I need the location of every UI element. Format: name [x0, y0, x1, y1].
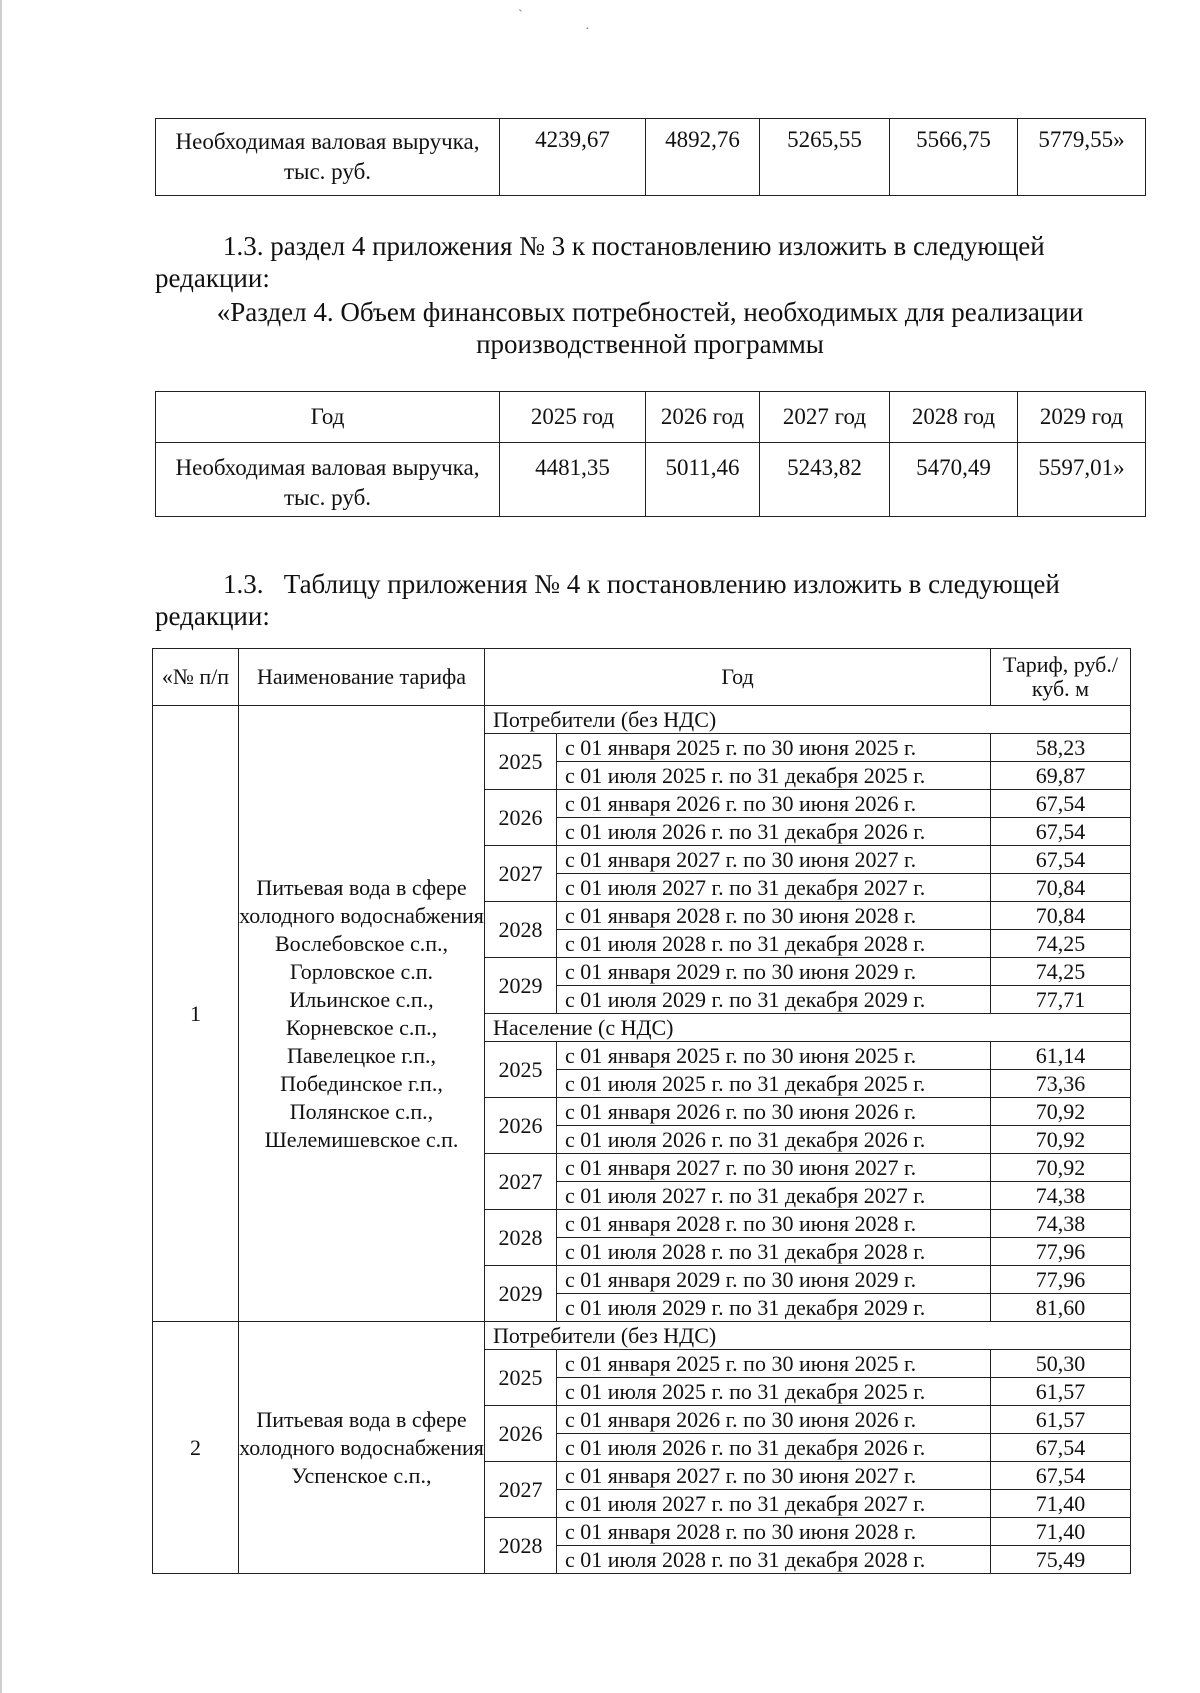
- finance-year: 2025 год: [500, 392, 646, 443]
- finance-year: 2028 год: [890, 392, 1018, 443]
- year-cell: 2025: [485, 1042, 557, 1098]
- tariff-value: 75,49: [991, 1546, 1131, 1574]
- finance-year: 2026 год: [646, 392, 760, 443]
- tariff-value: 77,71: [991, 986, 1131, 1014]
- tariff-value: 70,92: [991, 1098, 1131, 1126]
- period-label: с 01 января 2029 г. по 30 июня 2029 г.: [557, 1266, 991, 1294]
- period-label: с 01 января 2028 г. по 30 июня 2028 г.: [557, 902, 991, 930]
- consumer-group: Потребители (без НДС): [485, 706, 1131, 734]
- revenue-value: 4239,67: [500, 119, 646, 196]
- period-label: с 01 июля 2027 г. по 31 декабря 2027 г.: [557, 874, 991, 902]
- tariff-value: 71,40: [991, 1518, 1131, 1546]
- period-label: с 01 июля 2028 г. по 31 декабря 2028 г.: [557, 1238, 991, 1266]
- tariff-value: 67,54: [991, 790, 1131, 818]
- period-label: с 01 января 2026 г. по 30 июня 2026 г.: [557, 1098, 991, 1126]
- table-row: [153, 706, 1131, 734]
- year-cell: 2028: [485, 902, 557, 958]
- finance-value: 5597,01»: [1018, 443, 1146, 517]
- period-label: с 01 января 2029 г. по 30 июня 2029 г.: [557, 958, 991, 986]
- tariff-value: 81,60: [991, 1294, 1131, 1322]
- tariff-value: 61,14: [991, 1042, 1131, 1070]
- tariff-value: 71,40: [991, 1490, 1131, 1518]
- tariff-value: 50,30: [991, 1350, 1131, 1378]
- tariff-value: 67,54: [991, 846, 1131, 874]
- year-cell: 2027: [485, 1462, 557, 1518]
- tariff-value: 77,96: [991, 1266, 1131, 1294]
- scan-speck: `: [518, 8, 523, 23]
- year-cell: 2028: [485, 1210, 557, 1266]
- period-label: с 01 января 2026 г. по 30 июня 2026 г.: [557, 1406, 991, 1434]
- year-cell: 2027: [485, 846, 557, 902]
- finance-year: 2029 год: [1018, 392, 1146, 443]
- section-title-line: производственной программы: [476, 329, 824, 359]
- scan-speck: ·: [585, 22, 590, 37]
- finance-table: [155, 391, 1146, 517]
- tariff-name: Питьевая вода в сфере холодного водоснабжения Успенское с.п.,: [239, 1322, 485, 1574]
- tariff-value: 69,87: [991, 762, 1131, 790]
- header-tariff: Тариф, руб./куб. м: [991, 649, 1131, 706]
- paragraph-line: редакции:: [155, 601, 270, 631]
- tariff-value: 74,38: [991, 1182, 1131, 1210]
- row-number: 2: [153, 1322, 239, 1574]
- year-cell: 2027: [485, 1154, 557, 1210]
- tariff-value: 77,96: [991, 1238, 1131, 1266]
- tariff-value: 74,25: [991, 930, 1131, 958]
- tariff-value: 61,57: [991, 1378, 1131, 1406]
- revenue-value: 5779,55»: [1018, 119, 1146, 196]
- paragraph-line: 1.3. Таблицу приложения № 4 к постановлению изложить в следующей: [223, 569, 1060, 599]
- period-label: с 01 января 2025 г. по 30 июня 2025 г.: [557, 734, 991, 762]
- finance-value: 5470,49: [890, 443, 1018, 517]
- period-label: с 01 июля 2028 г. по 31 декабря 2028 г.: [557, 930, 991, 958]
- period-label: с 01 января 2027 г. по 30 июня 2027 г.: [557, 1462, 991, 1490]
- period-label: с 01 июля 2026 г. по 31 декабря 2026 г.: [557, 1434, 991, 1462]
- tariff-value: 70,92: [991, 1154, 1131, 1182]
- period-label: с 01 июля 2025 г. по 31 декабря 2025 г.: [557, 762, 991, 790]
- period-label: с 01 января 2027 г. по 30 июня 2027 г.: [557, 846, 991, 874]
- scan-edge: [0, 0, 2, 1693]
- section-title-line: «Раздел 4. Объем финансовых потребностей, необходимых для реализации: [216, 297, 1084, 327]
- period-label: с 01 июля 2027 г. по 31 декабря 2027 г.: [557, 1182, 991, 1210]
- year-cell: 2025: [485, 1350, 557, 1406]
- tariff-value: 70,92: [991, 1126, 1131, 1154]
- finance-year: 2027 год: [760, 392, 890, 443]
- period-label: с 01 июля 2025 г. по 31 декабря 2025 г.: [557, 1378, 991, 1406]
- section-title: [155, 296, 1145, 360]
- tariff-value: 67,54: [991, 818, 1131, 846]
- year-cell: 2029: [485, 958, 557, 1014]
- consumer-group: Население (с НДС): [485, 1014, 1131, 1042]
- period-label: с 01 июля 2028 г. по 31 декабря 2028 г.: [557, 1546, 991, 1574]
- table-row: [153, 1322, 1131, 1350]
- period-label: с 01 июля 2026 г. по 31 декабря 2026 г.: [557, 1126, 991, 1154]
- revenue-table-previous: [155, 118, 1146, 196]
- period-label: с 01 января 2028 г. по 30 июня 2028 г.: [557, 1518, 991, 1546]
- period-label: с 01 января 2026 г. по 30 июня 2026 г.: [557, 790, 991, 818]
- tariff-table: [152, 648, 1131, 1574]
- finance-value: 4481,35: [500, 443, 646, 517]
- year-cell: 2026: [485, 790, 557, 846]
- period-label: с 01 июля 2027 г. по 31 декабря 2027 г.: [557, 1490, 991, 1518]
- paragraph-1-3-appendix4: [155, 568, 1145, 632]
- year-cell: 2028: [485, 1518, 557, 1574]
- period-label: с 01 января 2025 г. по 30 июня 2025 г.: [557, 1042, 991, 1070]
- period-label: с 01 января 2028 г. по 30 июня 2028 г.: [557, 1210, 991, 1238]
- tariff-value: 70,84: [991, 902, 1131, 930]
- year-cell: 2029: [485, 1266, 557, 1322]
- year-cell: 2026: [485, 1406, 557, 1462]
- tariff-value: 67,54: [991, 1434, 1131, 1462]
- tariff-value: 67,54: [991, 1462, 1131, 1490]
- finance-col-header: Год: [156, 392, 500, 443]
- revenue-value: 5265,55: [760, 119, 890, 196]
- revenue-value: 5566,75: [890, 119, 1018, 196]
- revenue-value: 4892,76: [646, 119, 760, 196]
- header-name: Наименование тарифа: [239, 649, 485, 706]
- paragraph-1-3-section4: [155, 230, 1145, 294]
- tariff-value: 70,84: [991, 874, 1131, 902]
- tariff-value: 74,25: [991, 958, 1131, 986]
- consumer-group: Потребители (без НДС): [485, 1322, 1131, 1350]
- header-num: «№ п/п: [153, 649, 239, 706]
- period-label: с 01 июля 2025 г. по 31 декабря 2025 г.: [557, 1070, 991, 1098]
- year-cell: 2025: [485, 734, 557, 790]
- period-label: с 01 июля 2029 г. по 31 декабря 2029 г.: [557, 1294, 991, 1322]
- tariff-name: Питьевая вода в сфере холодного водоснабжения Вослебовское с.п., Горловское с.п. Ильинское с.п., Корневское с.п., Павелецкое г.п., Побединское г.п., Полянское с.п., Шелемишевское с.п.: [239, 706, 485, 1322]
- period-label: с 01 января 2025 г. по 30 июня 2025 г.: [557, 1350, 991, 1378]
- paragraph-line: редакции:: [155, 263, 270, 293]
- tariff-value: 61,57: [991, 1406, 1131, 1434]
- paragraph-line: 1.3. раздел 4 приложения № 3 к постановлению изложить в следующей: [223, 231, 1045, 261]
- row-number: 1: [153, 706, 239, 1322]
- revenue-label: Необходимая валовая выручка, тыс. руб.: [156, 119, 500, 196]
- finance-value: 5243,82: [760, 443, 890, 517]
- period-label: с 01 июля 2026 г. по 31 декабря 2026 г.: [557, 818, 991, 846]
- year-cell: 2026: [485, 1098, 557, 1154]
- finance-label: Необходимая валовая выручка, тыс. руб.: [156, 443, 500, 517]
- tariff-value: 74,38: [991, 1210, 1131, 1238]
- period-label: с 01 июля 2029 г. по 31 декабря 2029 г.: [557, 986, 991, 1014]
- finance-value: 5011,46: [646, 443, 760, 517]
- tariff-value: 73,36: [991, 1070, 1131, 1098]
- period-label: с 01 января 2027 г. по 30 июня 2027 г.: [557, 1154, 991, 1182]
- header-year: Год: [485, 649, 991, 706]
- tariff-value: 58,23: [991, 734, 1131, 762]
